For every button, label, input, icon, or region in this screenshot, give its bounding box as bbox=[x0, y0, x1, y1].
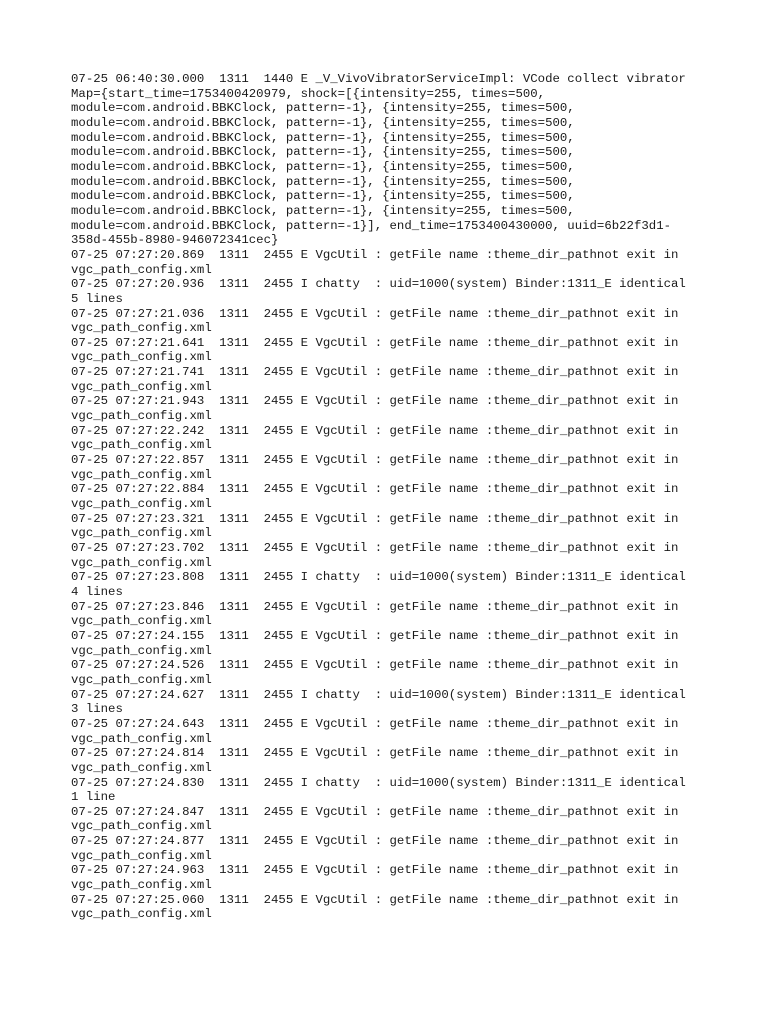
log-entry: 07-25 07:27:24.643 1311 2455 E VgcUtil : getFile name :theme_dir_pathnot exit in vgc_path_config.xml bbox=[71, 716, 679, 746]
log-entry: 07-25 07:27:21.741 1311 2455 E VgcUtil : getFile name :theme_dir_pathnot exit in vgc_path_config.xml bbox=[71, 365, 679, 394]
log-entry: 07-25 07:27:21.641 1311 2455 E VgcUtil : getFile name :theme_dir_pathnot exit in vgc_path_config.xml bbox=[71, 335, 679, 365]
log-entry: 07-25 07:27:22.857 1311 2455 E VgcUtil : getFile name :theme_dir_pathnot exit in vgc_path_config.xml bbox=[71, 453, 679, 482]
log-entry: 07-25 07:27:20.869 1311 2455 E VgcUtil : getFile name :theme_dir_pathnot exit in vgc_path_config.xml bbox=[71, 247, 679, 277]
log-entry: 07-25 07:27:24.155 1311 2455 E VgcUtil : getFile name :theme_dir_pathnot exit in vgc_path_config.xml bbox=[71, 628, 679, 658]
log-entry: 07-25 07:27:22.242 1311 2455 E VgcUtil : getFile name :theme_dir_pathnot exit in vgc_path_config.xml bbox=[71, 423, 679, 453]
log-entry: 07-25 07:27:25.060 1311 2455 E VgcUtil : getFile name :theme_dir_pathnot exit in vgc_path_config.xml bbox=[71, 892, 679, 922]
log-entry: 07-25 07:27:23.702 1311 2455 E VgcUtil : getFile name :theme_dir_pathnot exit in vgc_path_config.xml bbox=[71, 541, 679, 570]
log-entry-vibrator-map: 07-25 06:40:30.000 1311 1440 E _V_VivoVibratorServiceImpl: VCode collect vibrator Map={start_time=1753400420979, shock=[{intensity=255, times=500, module=com.android.BBKClock, pattern=-1}, {intensity=255, times=500, module=com.android.BBKClock, pattern=-1}, {intensity=255, times=500, module=com.android.BBKClock, pattern=-1}, {intensity=255, times=500, module=com.android.BBKClock, pattern=-1}, {intensity=255, times=500, module=com.android.BBKClock, pattern=-1}, {intensity=255, times=500, module=com.android.BBKClock, pattern=-1}, {intensity=255, times=500, module=com.android.BBKClock, pattern=-1}, {intensity=255, times=500, module=com.android.BBKClock, pattern=-1}, {intensity=255, times=500, module=com.android.BBKClock, pattern=-1}], end_time=1753400430000, uuid=6b22f3d1- 358d-455b-8980-946072341cec} bbox=[71, 72, 686, 248]
log-entry: 07-25 07:27:21.943 1311 2455 E VgcUtil : getFile name :theme_dir_pathnot exit in vgc_path_config.xml bbox=[71, 394, 679, 424]
log-entry: 07-25 07:27:21.036 1311 2455 E VgcUtil : getFile name :theme_dir_pathnot exit in vgc_path_config.xml bbox=[71, 306, 679, 336]
log-entry-chatty: 07-25 07:27:23.808 1311 2455 I chatty : uid=1000(system) Binder:1311_E identical 4 lines bbox=[71, 570, 686, 599]
log-entry: 07-25 07:27:23.321 1311 2455 E VgcUtil : getFile name :theme_dir_pathnot exit in vgc_path_config.xml bbox=[71, 511, 679, 541]
log-entry: 07-25 07:27:24.814 1311 2455 E VgcUtil : getFile name :theme_dir_pathnot exit in vgc_path_config.xml bbox=[71, 746, 679, 775]
log-entry-chatty: 07-25 07:27:24.627 1311 2455 I chatty : uid=1000(system) Binder:1311_E identical 3 lines bbox=[71, 687, 686, 717]
log-document bbox=[71, 72, 731, 922]
log-entry: 07-25 07:27:23.846 1311 2455 E VgcUtil : getFile name :theme_dir_pathnot exit in vgc_path_config.xml bbox=[71, 599, 679, 629]
log-entry: 07-25 07:27:22.884 1311 2455 E VgcUtil : getFile name :theme_dir_pathnot exit in vgc_path_config.xml bbox=[71, 482, 679, 512]
log-entry: 07-25 07:27:24.847 1311 2455 E VgcUtil : getFile name :theme_dir_pathnot exit in vgc_path_config.xml bbox=[71, 804, 679, 834]
log-entry-chatty: 07-25 07:27:24.830 1311 2455 I chatty : uid=1000(system) Binder:1311_E identical 1 line bbox=[71, 775, 686, 805]
log-entry-chatty: 07-25 07:27:20.936 1311 2455 I chatty : uid=1000(system) Binder:1311_E identical 5 lines bbox=[71, 277, 686, 306]
log-entry: 07-25 07:27:24.526 1311 2455 E VgcUtil : getFile name :theme_dir_pathnot exit in vgc_path_config.xml bbox=[71, 658, 679, 687]
log-entry: 07-25 07:27:24.963 1311 2455 E VgcUtil : getFile name :theme_dir_pathnot exit in vgc_path_config.xml bbox=[71, 863, 679, 893]
log-entry: 07-25 07:27:24.877 1311 2455 E VgcUtil : getFile name :theme_dir_pathnot exit in vgc_path_config.xml bbox=[71, 834, 679, 863]
